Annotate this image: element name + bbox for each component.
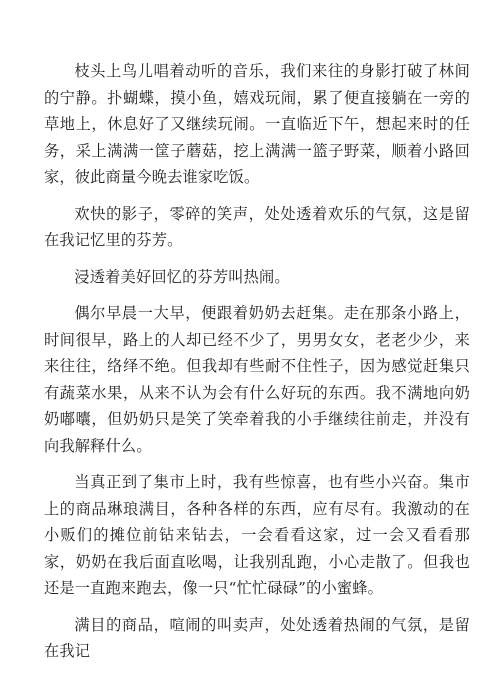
paragraph-3: 浸透着美好回忆的芬芳叫热闹。 [74, 267, 290, 286]
paragraph-5: 当真正到了集市上时，我有些惊喜，也有些小兴奋。集市上的商品琳琅满目，各种各样的东西，应有尽有。我激动的在小贩们的摊位前钻来钻去，一会看看这家，过一会又看看那家，奶奶在我后面直吆喝，让我别乱跑，小心走散了。但我也还是一直跑来跑去，像一只“忙忙碌碌”的小蜜蜂。 [44, 473, 470, 597]
paragraph-4: 偶尔早晨一大早，便跟着奶奶去赶集。走在那条小路上，时间很早，路上的人却已经不少了，男男女女，老老少少，来来往往，络绎不绝。但我却有些耐不住性子，因为感觉赶集只有蔬菜水果，从来不认为会有什么好玩的东西。我不满地向奶奶嘟囔，但奶奶只是笑了笑牵着我的小手继续往前走，并没有向我解释什么。 [44, 304, 470, 455]
paragraph-1: 枝头上鸟儿唱着动听的音乐，我们来往的身影打破了林间的宁静。扑蝴蝶，摸小鱼，嬉戏玩闹，累了便直接躺在一旁的草地上，休息好了又继续玩闹。一直临近下午，想起来时的任务，采上满满一筐子蘑菇，挖上满满一篮子野菜，顺着小路回家，彼此商量今晚去谁家吃饭。 [44, 62, 470, 186]
paragraph-2: 欢快的影子，零碎的笑声，处处透着欢乐的气氛，这是留在我记忆里的芬芳。 [44, 204, 470, 249]
paragraph-6: 满目的商品，喧闹的叫卖声，处处透着热闹的气氛，是留在我记 [44, 615, 470, 660]
article-body [44, 58, 470, 675]
